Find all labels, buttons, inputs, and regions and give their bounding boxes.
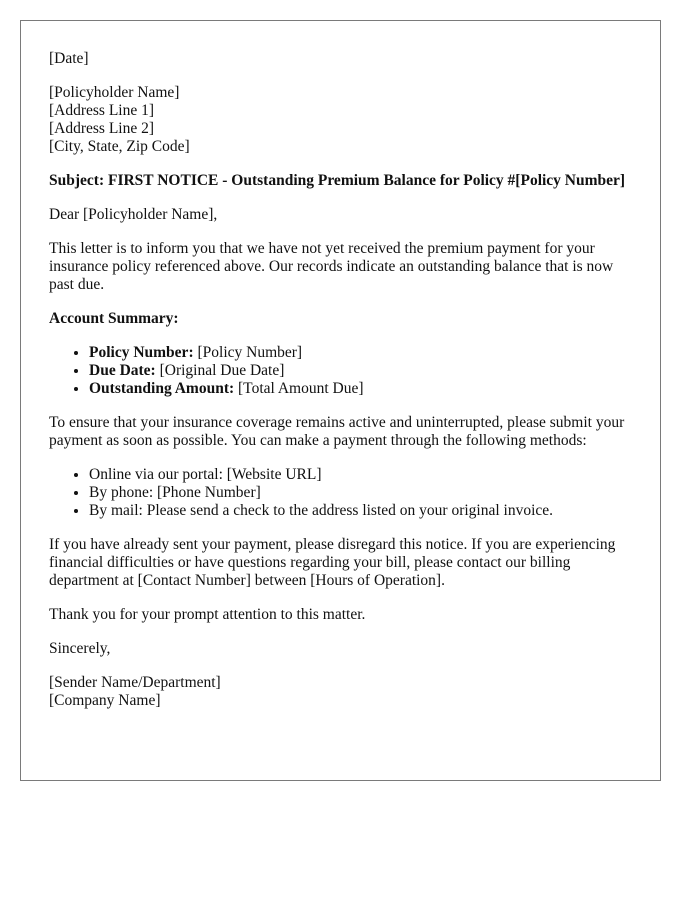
account-summary-item [89, 380, 632, 398]
letter-closing: Sincerely, [49, 640, 111, 657]
recipient-address [49, 84, 632, 156]
summary-item-label: Due Date: [89, 362, 156, 379]
sender-company: [Company Name] [49, 692, 161, 709]
summary-item-label: Policy Number: [89, 344, 194, 361]
account-summary-item [89, 344, 632, 362]
account-summary-heading: Account Summary: [49, 310, 179, 327]
recipient-address-line-2: [Address Line 2] [49, 120, 155, 137]
thanks-paragraph: Thank you for your prompt attention to this matter. [49, 606, 366, 623]
letter-intro-paragraph: This letter is to inform you that we have not yet received the premium payment for your insurance policy referenced above. Our records indicate an outstanding balance that is now past due. [49, 240, 614, 293]
summary-item-value: [Total Amount Due] [234, 380, 364, 397]
recipient-city-state-zip: [City, State, Zip Code] [49, 138, 190, 155]
payment-methods-list [49, 466, 632, 520]
account-summary-item [89, 362, 632, 380]
recipient-address-line-1: [Address Line 1] [49, 102, 155, 119]
signature-block [49, 674, 632, 710]
sender-name: [Sender Name/Department] [49, 674, 221, 691]
letter-greeting: Dear [Policyholder Name], [49, 206, 218, 223]
payment-method-item: • By phone: [Phone Number] [89, 484, 632, 502]
summary-item-value: [Policy Number] [193, 344, 303, 361]
recipient-name: [Policyholder Name] [49, 84, 180, 101]
disregard-paragraph: If you have already sent your payment, please disregard this notice. If you are experiencing financial difficulties or have questions regarding your bill, please contact our billing department at [Contact Number] between [Hours of Operation]. [49, 536, 616, 589]
letter-page [20, 20, 661, 781]
payment-intro-paragraph: To ensure that your insurance coverage remains active and uninterrupted, please submit your payment as soon as possible. You can make a payment through the following methods: [49, 414, 625, 449]
summary-item-value: [Original Due Date] [155, 362, 285, 379]
letter-date: [Date] [49, 50, 89, 67]
payment-method-item: • By mail: Please send a check to the address listed on your original invoice. [89, 502, 632, 520]
summary-item-label: Outstanding Amount: [89, 380, 235, 397]
letter-subject: Subject: FIRST NOTICE - Outstanding Premium Balance for Policy #[Policy Number] [49, 172, 626, 189]
payment-method-item: • Online via our portal: [Website URL] [89, 466, 632, 484]
account-summary-list [49, 344, 632, 398]
